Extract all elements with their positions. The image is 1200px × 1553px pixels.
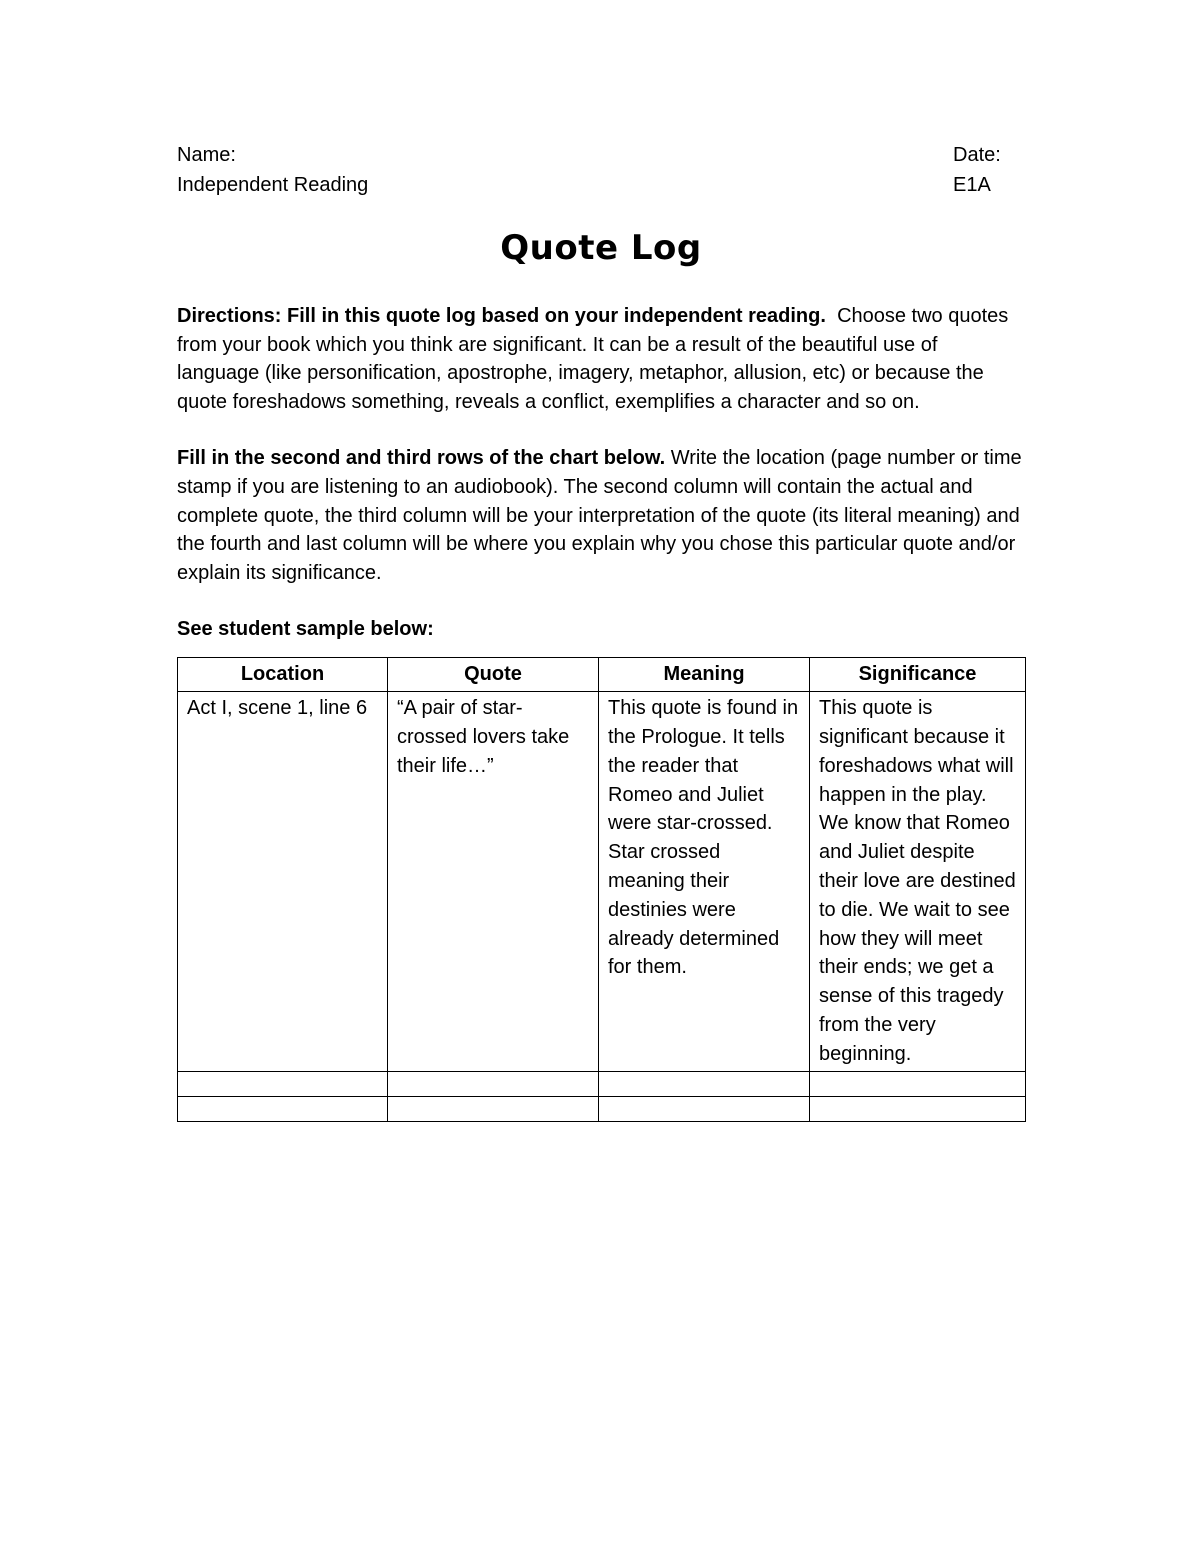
- header-meaning: Meaning: [599, 658, 810, 692]
- table-row-blank-2: [178, 1096, 1026, 1121]
- table-row-sample: [178, 692, 1026, 1071]
- sample-location-cell: Act I, scene 1, line 6: [178, 692, 388, 1071]
- fill-instructions-body: Write the location (page number or time stamp if you are listening to an audiobook). The second column will contain the actual and complete quote, the third column will be your interpretation of the quote (its literal meaning) and the fourth and last column will be where you explain why you chose this particular quote and/or explain its significance.: [177, 447, 1022, 584]
- header-significance: Significance: [810, 658, 1026, 692]
- blank-significance-cell[interactable]: [810, 1071, 1026, 1096]
- blank-quote-cell[interactable]: [388, 1071, 599, 1096]
- blank-significance-cell[interactable]: [810, 1096, 1026, 1121]
- blank-location-cell[interactable]: [178, 1071, 388, 1096]
- blank-quote-cell[interactable]: [388, 1096, 599, 1121]
- directions-body: Choose two quotes from your book which you think are significant. It can be a result of the beautiful use of language (like personification, apostrophe, imagery, metaphor, allusion, etc) or because the quote foreshadows something, reveals a conflict, exemplifies a character and so on.: [177, 305, 1009, 413]
- blank-location-cell[interactable]: [178, 1096, 388, 1121]
- sample-label: See student sample below:: [177, 618, 434, 641]
- name-label: Name:: [177, 144, 236, 166]
- blank-meaning-cell[interactable]: [599, 1071, 810, 1096]
- fill-instructions-paragraph: [177, 444, 1025, 587]
- sample-meaning-cell: This quote is found in the Prologue. It tells the reader that Romeo and Juliet were star-crossed. Star crossed meaning their destinies were already determined for them.: [599, 692, 810, 1071]
- class-code: E1A: [953, 174, 991, 196]
- header-row-bottom: [177, 170, 1025, 200]
- quote-log-table: [177, 657, 1026, 1121]
- fill-instructions-heading: Fill in the second and third rows of the chart below.: [177, 447, 666, 470]
- blank-meaning-cell[interactable]: [599, 1096, 810, 1121]
- header-location: Location: [178, 658, 388, 692]
- page-title: Quote Log: [500, 228, 702, 268]
- table-row-blank-1: [178, 1071, 1026, 1096]
- worksheet-page: [177, 140, 1025, 1122]
- course-label: Independent Reading: [177, 174, 369, 196]
- sample-quote-cell: “A pair of star-crossed lovers take their life…”: [388, 692, 599, 1071]
- header-row-top: [177, 140, 1025, 170]
- directions-heading: Directions: Fill in this quote log based on your independent reading.: [177, 305, 826, 327]
- table-header-row: [178, 658, 1026, 692]
- directions-paragraph: [177, 302, 1025, 416]
- sample-significance-cell: This quote is significant because it foreshadows what will happen in the play. We know that Romeo and Juliet despite their love are destined to die. We wait to see how they will meet their ends; we get a sense of this tragedy from the very beginning.: [810, 692, 1026, 1071]
- header-quote: Quote: [388, 658, 599, 692]
- date-label: Date:: [953, 144, 1001, 166]
